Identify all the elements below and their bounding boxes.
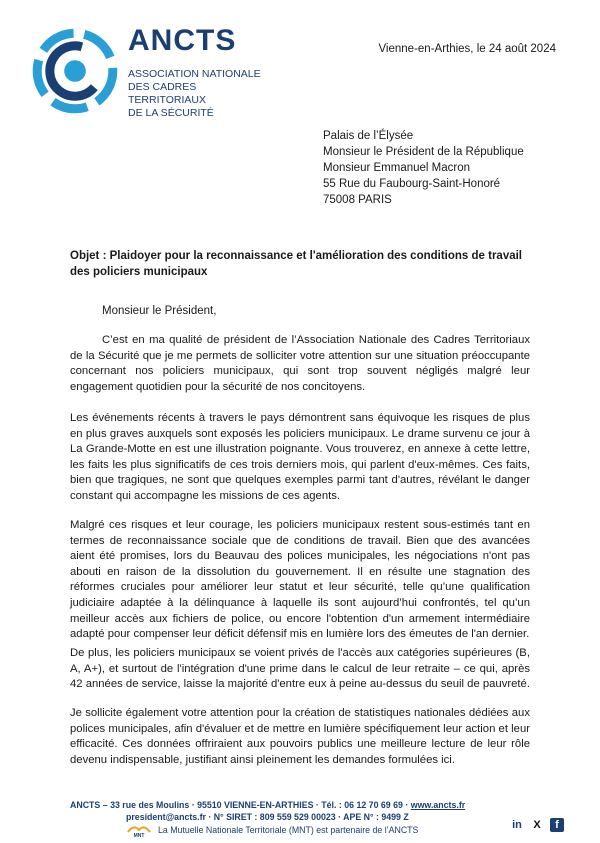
letter-subject: Objet : Plaidoyer pour la reconnaissance et l'amélioration des conditions de travail des policiers municipaux [70, 250, 522, 278]
footer-address: ANCTS – 33 rue des Moulins · 95510 VIENNE-EN-ARTHIES · Tél. : 06 12 70 69 69 · [70, 800, 411, 810]
footer-email-link[interactable]: president@ancts.fr [126, 811, 206, 822]
date-line: Vienne-en-Arthies, le 24 août 2024 [378, 43, 556, 55]
recipient-line: 75008 PARIS [323, 194, 392, 206]
body-paragraph: De plus, les policiers municipaux se voient privés de l'accès aux catégories supérieures (B, A, A+), et surtout de l'intégration d'une prime dans le calcul de leur retraite – ce qui, après 42 années de service, laisse la majorité d'entre eux à peine au-dessus du seuil de pauvreté. [70, 647, 530, 691]
body-paragraph: C’est en ma qualité de président de l’Association Nationale des Cadres Territoriaux de la Sécurité que je me permets de solliciter votre attention sur une situation préoccupante concernant nos policiers municipaux, qui sont trop souvent négligés malgré leur engagement quotidien pour la sécurité de nos concitoyens. [70, 334, 530, 393]
recipient-line: Monsieur le Président de la République [323, 146, 524, 158]
logo-subtitle-line: DE LA SÉCURITÉ [128, 107, 214, 119]
mnt-logo-text: MNT [133, 833, 145, 838]
ancts-logo [30, 18, 261, 119]
footer-address-line [70, 800, 470, 812]
mnt-logo [126, 822, 152, 838]
logo-subtitle [128, 68, 268, 120]
body-paragraph: Les événements récents à travers le pays démontrent sans équivoque les risques de plus en plus graves auxquels sont exposés les policiers municipaux. Le drame survenu ce jour à La Grande-Motte en est une illustration poignante. Vous trouverez, en annexe à cette lettre, les faits les plus significatifs de ces trois derniers mois, qui parlent d'eux-mêmes. Ces faits, bien que tragiques, ne sont que quelques exemples parmi tant d'autres, révélant le danger constant qui accompagne les missions de ces agents. [70, 412, 530, 502]
body-paragraph: Malgré ces risques et leur courage, les policiers municipaux restent sous-estimés tant en termes de reconnaissance sociale que de conditions de travail. Bien que des avancées aient été promises, lors du Beauvau des polices municipales, les négociations n'ont pas abouti en raison de la dissolution du gouvernement. Il en résulte une stagnation des réformes cruciales pour améliorer leur statut et leur sécurité, telle qu’une qualification judiciaire adaptée à la délinquance à laquelle ils sont aujourd’hui confrontés, tel qu’un meilleur accès aux fichiers de police, ou encore l'obtention d'un armement intermédiaire adapté pour compenser leur déficit défensif mis en lumière lors des émeutes de l'an dernier. [70, 519, 530, 641]
recipient-line: Monsieur Emmanuel Macron [323, 162, 471, 174]
mnt-note-text: La Mutuelle Nationale Territoriale (MNT) est partenaire de l’ANCTS [158, 825, 419, 835]
letter-footer [70, 800, 470, 823]
salutation: Monsieur le Président, [102, 305, 217, 317]
facebook-icon[interactable]: f [550, 818, 564, 832]
linkedin-icon[interactable]: in [512, 819, 522, 831]
recipient-line: Palais de l’Élysée [323, 130, 414, 142]
ancts-logo-mark [30, 26, 120, 116]
logo-subtitle-line: DES CADRES TERRITORIAUX [128, 81, 206, 106]
mnt-partner-note [126, 822, 418, 838]
logo-subtitle-line: ASSOCIATION NATIONALE [128, 68, 261, 80]
social-links [510, 818, 564, 832]
body-paragraph: Je sollicite également votre attention pour la création de statistiques nationales dédiées aux polices municipales, afin d'évaluer et de mettre en lumière spécifiquement leur action et leur efficacité. Ces données offriraient aux pouvoirs publics une meilleure lecture de leur rôle devenu indispensable, justifiant ainsi pleinement les demandes formulées ici. [70, 707, 530, 766]
footer-legal: · N° SIRET : 809 559 529 00023 · APE N° : 9499 Z [205, 811, 409, 822]
recipient-line: 55 Rue du Faubourg-Saint-Honoré [323, 178, 501, 190]
recipient-address [323, 128, 524, 208]
footer-website-link[interactable]: www.ancts.fr [410, 800, 466, 810]
logo-name: ANCTS [128, 24, 237, 57]
x-icon[interactable]: X [533, 819, 541, 831]
